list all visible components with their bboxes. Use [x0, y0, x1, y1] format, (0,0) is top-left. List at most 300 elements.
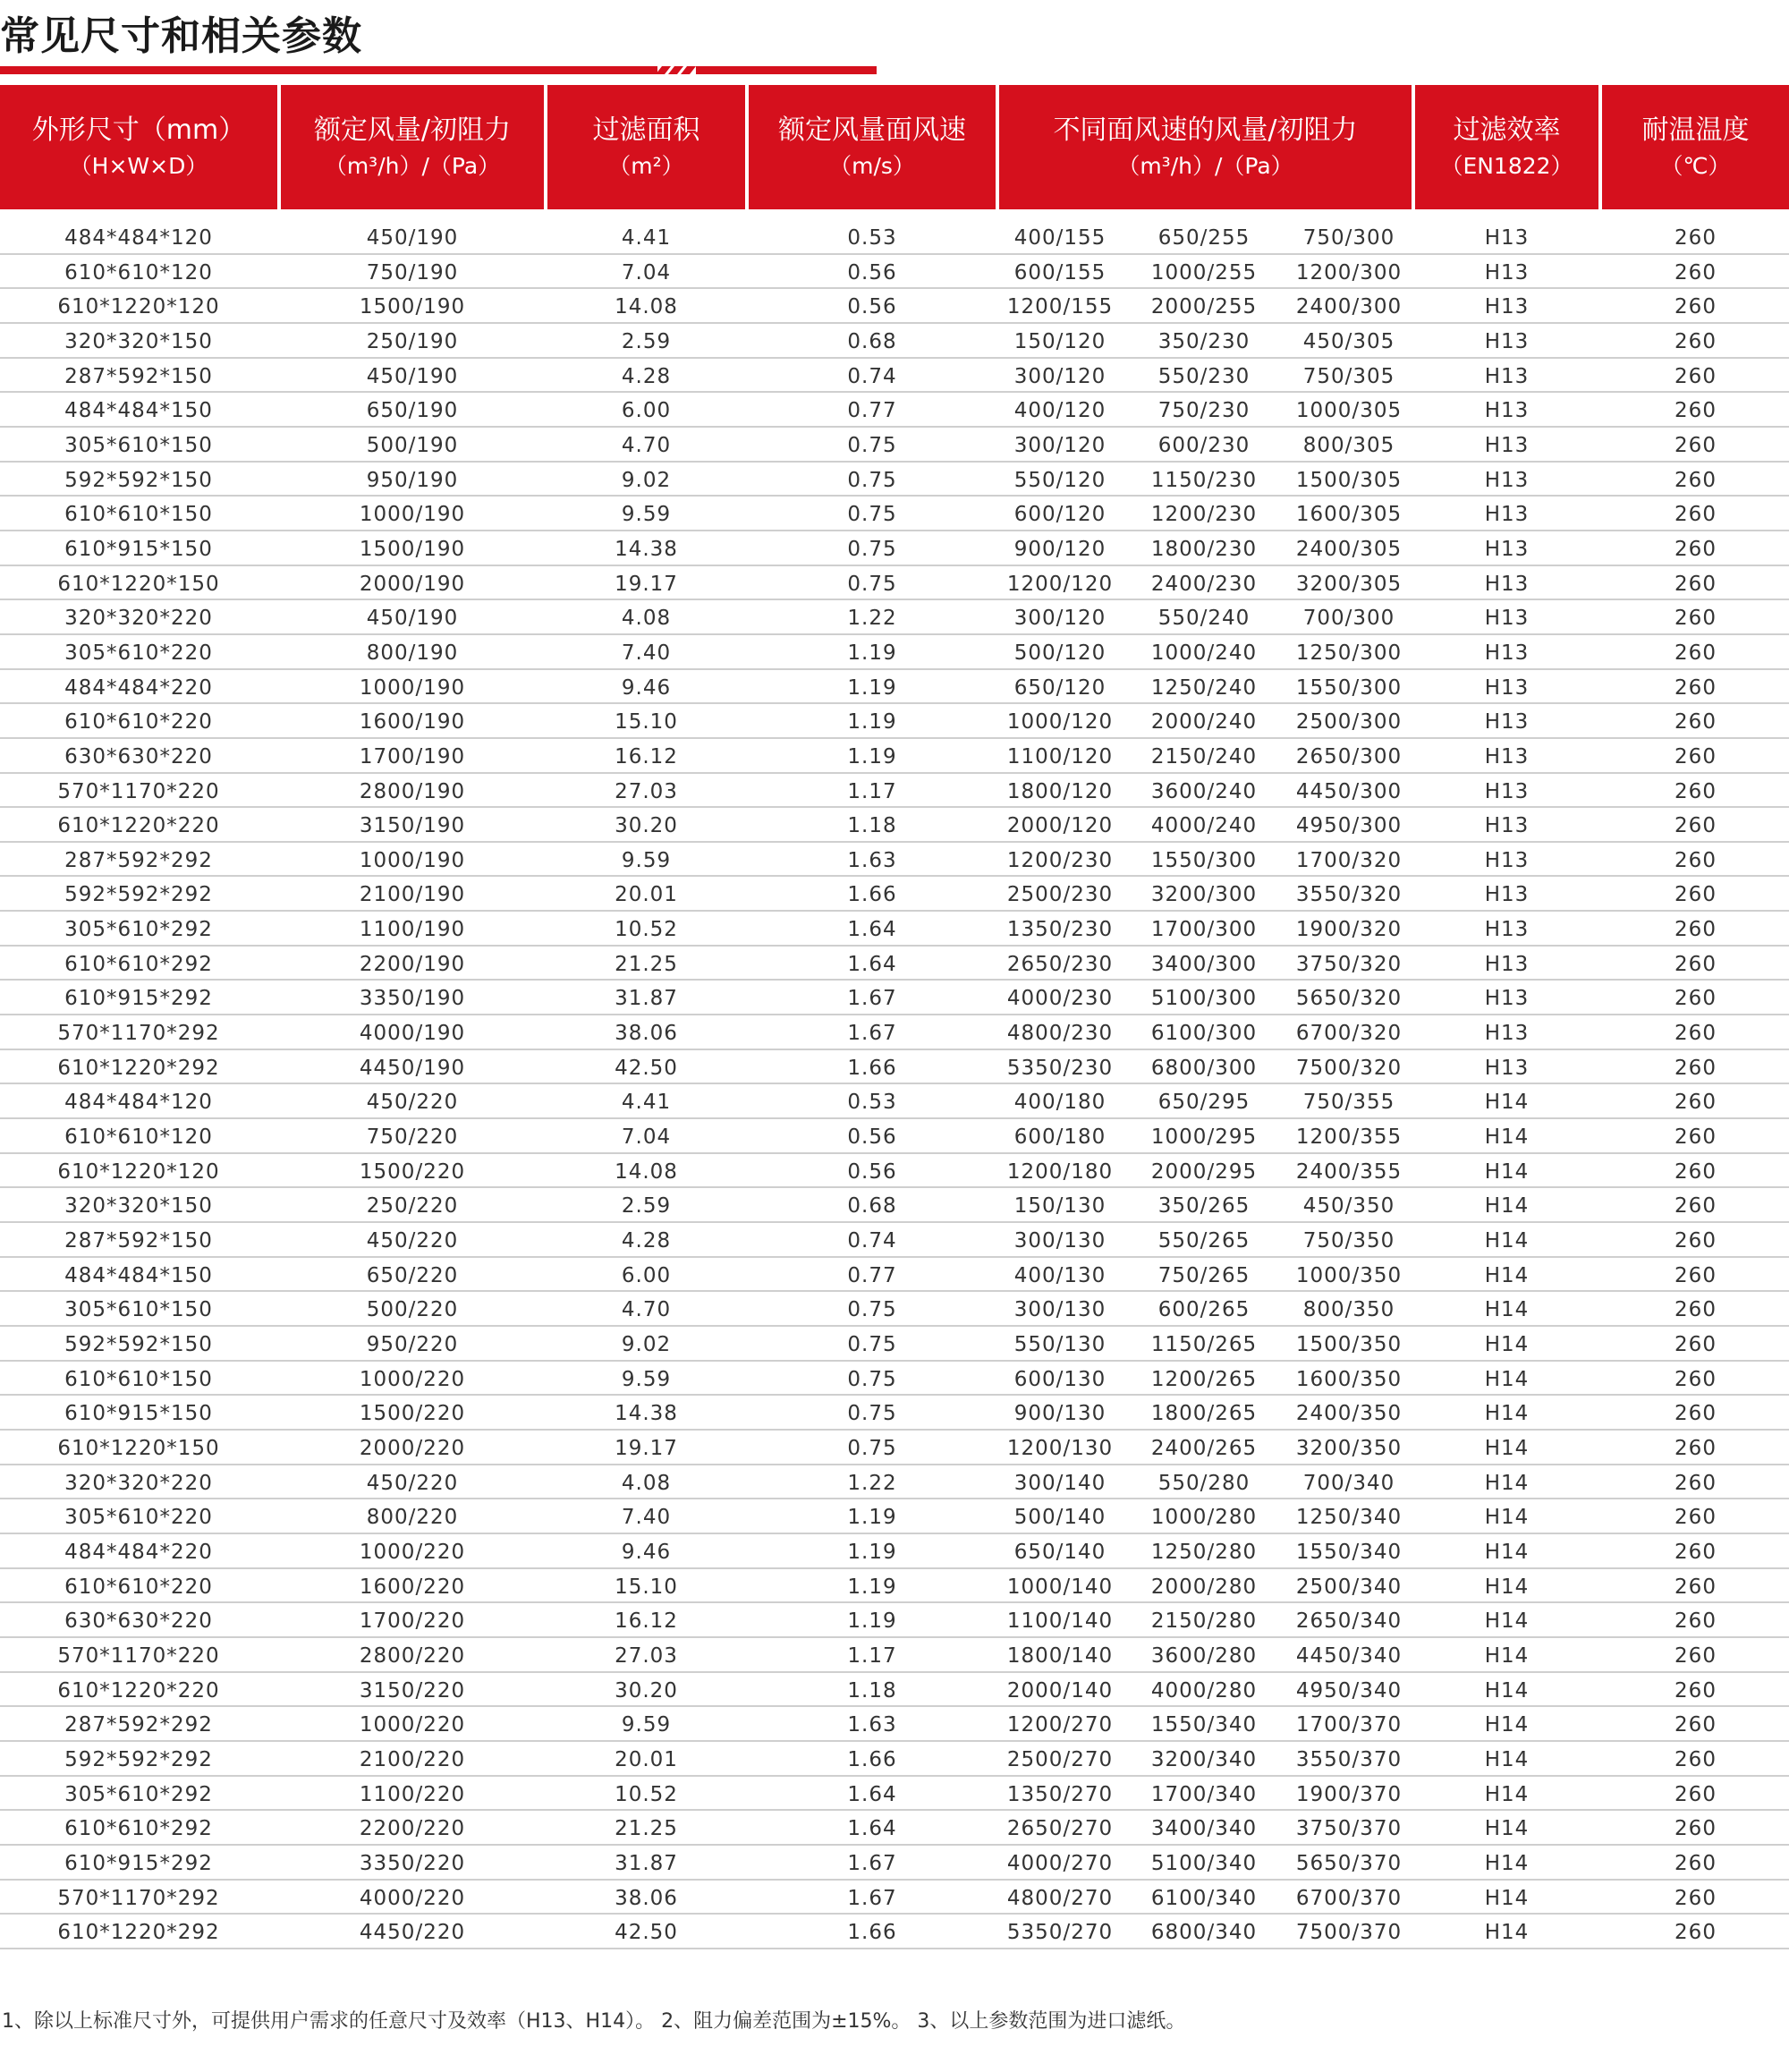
cell-efficiency: H14: [1484, 1575, 1530, 1599]
cell-temperature: 260: [1675, 1022, 1717, 1046]
cell-airflow-high: 4450/300: [1295, 779, 1403, 803]
cell-face-velocity: 0.74: [847, 1229, 897, 1253]
cell-airflow-mid: 6800/340: [1150, 1921, 1258, 1945]
cell-airflow-mid: 2150/280: [1150, 1609, 1258, 1634]
table-row: [0, 1292, 1789, 1327]
cell-efficiency: H13: [1484, 1056, 1530, 1080]
cell-temperature: 260: [1675, 1643, 1717, 1668]
cell-dimensions: 610*915*150: [64, 537, 213, 561]
header-rated-airflow-unit: （m³/h）/（Pa）: [324, 152, 501, 179]
cell-airflow-low: 500/140: [1013, 1506, 1106, 1530]
table-row: [0, 1707, 1789, 1742]
cell-dimensions: 610*610*220: [64, 710, 213, 735]
cell-airflow-mid: 3200/300: [1150, 883, 1258, 907]
cell-airflow-mid: 2000/255: [1150, 295, 1258, 319]
cell-airflow-low: 5350/230: [1006, 1056, 1114, 1080]
cell-rated-airflow: 4000/220: [359, 1886, 466, 1910]
cell-temperature: 260: [1675, 1263, 1717, 1287]
cell-face-velocity: 0.68: [847, 1194, 897, 1219]
cell-dimensions: 570*1170*220: [57, 779, 220, 803]
cell-face-velocity: 1.67: [847, 987, 897, 1011]
cell-temperature: 260: [1675, 433, 1717, 457]
cell-airflow-low: 1200/180: [1006, 1159, 1114, 1184]
cell-dimensions: 630*630*220: [64, 1609, 213, 1634]
cell-efficiency: H14: [1484, 1298, 1530, 1322]
cell-airflow-high: 1550/300: [1295, 675, 1403, 700]
header-filter-area-title: 过滤面积: [592, 114, 700, 146]
cell-rated-airflow: 1000/220: [359, 1540, 466, 1564]
cell-dimensions: 320*320*220: [64, 607, 213, 631]
table-row: [0, 1431, 1789, 1465]
cell-airflow-high: 4950/340: [1295, 1678, 1403, 1703]
cell-filter-area: 42.50: [615, 1056, 678, 1080]
cell-filter-area: 9.46: [621, 1540, 672, 1564]
cell-airflow-low: 1200/270: [1006, 1713, 1114, 1737]
cell-efficiency: H14: [1484, 1229, 1530, 1253]
cell-airflow-high: 3750/320: [1295, 952, 1403, 976]
cell-dimensions: 484*484*150: [64, 399, 213, 423]
cell-airflow-low: 5350/270: [1006, 1921, 1114, 1945]
cell-airflow-low: 400/130: [1013, 1263, 1106, 1287]
cell-rated-airflow: 250/190: [366, 329, 459, 353]
cell-face-velocity: 0.75: [847, 468, 897, 492]
cell-temperature: 260: [1675, 987, 1717, 1011]
cell-temperature: 260: [1675, 1159, 1717, 1184]
cell-face-velocity: 0.75: [847, 1367, 897, 1391]
cell-temperature: 260: [1675, 364, 1717, 388]
cell-airflow-high: 1250/340: [1295, 1506, 1403, 1530]
cell-filter-area: 9.59: [621, 1367, 672, 1391]
cell-filter-area: 4.28: [621, 1229, 672, 1253]
table-row: [0, 600, 1789, 635]
cell-dimensions: 610*1220*150: [57, 1436, 220, 1460]
table-row: [0, 566, 1789, 601]
cell-airflow-mid: 1150/230: [1150, 468, 1258, 492]
table-row: [0, 1534, 1789, 1569]
cell-temperature: 260: [1675, 1678, 1717, 1703]
cell-temperature: 260: [1675, 1367, 1717, 1391]
cell-dimensions: 610*1220*120: [57, 295, 220, 319]
cell-filter-area: 31.87: [615, 1851, 678, 1875]
cell-rated-airflow: 1100/190: [359, 918, 466, 942]
cell-rated-airflow: 2100/190: [359, 883, 466, 907]
cell-airflow-high: 800/305: [1302, 433, 1395, 457]
cell-efficiency: H14: [1484, 1506, 1530, 1530]
cell-rated-airflow: 450/190: [366, 607, 459, 631]
cell-temperature: 260: [1675, 1782, 1717, 1806]
cell-rated-airflow: 650/190: [366, 399, 459, 423]
cell-face-velocity: 0.75: [847, 1436, 897, 1460]
cell-face-velocity: 1.67: [847, 1886, 897, 1910]
header-temperature-title: 耐温温度: [1641, 114, 1750, 146]
cell-dimensions: 610*1220*292: [57, 1921, 220, 1945]
cell-airflow-mid: 1000/240: [1150, 641, 1258, 665]
table-row: [0, 1119, 1789, 1154]
cell-dimensions: 305*610*150: [64, 1298, 213, 1322]
table-row: [0, 1846, 1789, 1881]
cell-airflow-low: 1800/120: [1006, 779, 1114, 803]
table-row: [0, 704, 1789, 739]
table-row: [0, 1396, 1789, 1431]
cell-face-velocity: 0.53: [847, 226, 897, 250]
cell-filter-area: 31.87: [615, 987, 678, 1011]
cell-efficiency: H13: [1484, 952, 1530, 976]
cell-efficiency: H13: [1484, 537, 1530, 561]
table-row: [0, 1742, 1789, 1777]
header-face-velocity-title: 额定风量面风速: [778, 114, 966, 146]
header-filter-area-unit: （m²）: [608, 152, 684, 179]
cell-airflow-high: 1900/320: [1295, 918, 1403, 942]
cell-rated-airflow: 1700/220: [359, 1609, 466, 1634]
cell-airflow-high: 1200/355: [1295, 1125, 1403, 1150]
cell-airflow-mid: 1700/300: [1150, 918, 1258, 942]
cell-face-velocity: 0.74: [847, 364, 897, 388]
cell-efficiency: H14: [1484, 1747, 1530, 1771]
cell-temperature: 260: [1675, 1125, 1717, 1150]
cell-airflow-mid: 5100/340: [1150, 1851, 1258, 1875]
cell-rated-airflow: 2200/220: [359, 1817, 466, 1841]
cell-airflow-mid: 4000/240: [1150, 814, 1258, 838]
table-row: [0, 1015, 1789, 1050]
cell-airflow-high: 1600/350: [1295, 1367, 1403, 1391]
cell-airflow-high: 5650/320: [1295, 987, 1403, 1011]
cell-rated-airflow: 2000/220: [359, 1436, 466, 1460]
cell-airflow-high: 1900/370: [1295, 1782, 1403, 1806]
cell-efficiency: H13: [1484, 295, 1530, 319]
cell-dimensions: 610*610*292: [64, 952, 213, 976]
header-airflow-by-velocity-title: 不同面风速的风量/初阻力: [1053, 114, 1358, 146]
cell-airflow-high: 3200/350: [1295, 1436, 1403, 1460]
cell-rated-airflow: 4000/190: [359, 1022, 466, 1046]
cell-face-velocity: 0.56: [847, 1159, 897, 1184]
cell-airflow-mid: 750/230: [1157, 399, 1251, 423]
cell-dimensions: 610*1220*220: [57, 814, 220, 838]
cell-filter-area: 38.06: [615, 1886, 678, 1910]
cell-dimensions: 320*320*150: [64, 1194, 213, 1219]
cell-dimensions: 484*484*220: [64, 1540, 213, 1564]
table-row: [0, 1050, 1789, 1085]
cell-airflow-mid: 600/265: [1157, 1298, 1251, 1322]
table-row: [0, 1603, 1789, 1638]
cell-airflow-high: 2650/340: [1295, 1609, 1403, 1634]
cell-efficiency: H13: [1484, 607, 1530, 631]
cell-airflow-high: 1500/350: [1295, 1333, 1403, 1356]
cell-airflow-low: 4800/230: [1006, 1022, 1114, 1046]
cell-filter-area: 19.17: [615, 572, 678, 596]
cell-filter-area: 7.40: [621, 641, 672, 665]
cell-filter-area: 4.08: [621, 607, 672, 631]
cell-filter-area: 6.00: [621, 1263, 672, 1287]
cell-airflow-low: 600/155: [1013, 260, 1106, 284]
cell-face-velocity: 1.19: [847, 1540, 897, 1564]
cell-dimensions: 570*1170*292: [57, 1022, 220, 1046]
cell-airflow-mid: 1000/280: [1150, 1506, 1258, 1530]
cell-airflow-mid: 3400/300: [1150, 952, 1258, 976]
cell-temperature: 260: [1675, 572, 1717, 596]
cell-filter-area: 42.50: [615, 1921, 678, 1945]
table-row: [0, 1258, 1789, 1293]
cell-rated-airflow: 950/190: [366, 468, 459, 492]
cell-airflow-high: 1000/305: [1295, 399, 1403, 423]
cell-temperature: 260: [1675, 329, 1717, 353]
cell-filter-area: 4.08: [621, 1471, 672, 1495]
cell-airflow-low: 4000/230: [1006, 987, 1114, 1011]
cell-airflow-mid: 6100/300: [1150, 1022, 1258, 1046]
cell-rated-airflow: 750/190: [366, 260, 459, 284]
header-dimensions: [0, 85, 277, 209]
cell-face-velocity: 1.66: [847, 1056, 897, 1080]
cell-airflow-mid: 2400/265: [1150, 1436, 1258, 1460]
cell-temperature: 260: [1675, 537, 1717, 561]
cell-airflow-mid: 350/230: [1157, 329, 1251, 353]
cell-airflow-high: 2650/300: [1295, 744, 1403, 769]
cell-airflow-low: 550/120: [1013, 468, 1106, 492]
cell-airflow-low: 600/180: [1013, 1125, 1106, 1150]
cell-dimensions: 305*610*292: [64, 1782, 213, 1806]
cell-temperature: 260: [1675, 399, 1717, 423]
cell-rated-airflow: 800/190: [366, 641, 459, 665]
cell-filter-area: 21.25: [615, 952, 678, 976]
cell-face-velocity: 1.64: [847, 1782, 897, 1806]
cell-filter-area: 21.25: [615, 1817, 678, 1841]
cell-filter-area: 9.02: [621, 1333, 672, 1356]
cell-filter-area: 30.20: [615, 814, 678, 838]
cell-dimensions: 592*592*292: [64, 883, 213, 907]
cell-rated-airflow: 500/190: [366, 433, 459, 457]
cell-airflow-mid: 350/265: [1157, 1194, 1251, 1219]
cell-airflow-mid: 2150/240: [1150, 744, 1258, 769]
cell-efficiency: H14: [1484, 1921, 1530, 1945]
cell-airflow-low: 300/130: [1013, 1229, 1106, 1253]
cell-filter-area: 16.12: [615, 744, 678, 769]
cell-face-velocity: 1.18: [847, 814, 897, 838]
cell-face-velocity: 1.63: [847, 848, 897, 872]
cell-airflow-mid: 1000/255: [1150, 260, 1258, 284]
cell-temperature: 260: [1675, 1609, 1717, 1634]
cell-dimensions: 287*592*150: [64, 1229, 213, 1253]
header-airflow-by-velocity-unit: （m³/h）/（Pa）: [1117, 152, 1293, 179]
cell-filter-area: 30.20: [615, 1678, 678, 1703]
cell-face-velocity: 1.64: [847, 952, 897, 976]
table-row: [0, 947, 1789, 981]
cell-face-velocity: 0.75: [847, 1298, 897, 1322]
cell-rated-airflow: 1600/190: [359, 710, 466, 735]
cell-airflow-low: 150/120: [1013, 329, 1106, 353]
cell-filter-area: 2.59: [621, 1194, 672, 1219]
cell-temperature: 260: [1675, 779, 1717, 803]
cell-airflow-low: 1200/130: [1006, 1436, 1114, 1460]
cell-rated-airflow: 2800/220: [359, 1643, 466, 1668]
cell-rated-airflow: 3150/190: [359, 814, 466, 838]
cell-efficiency: H14: [1484, 1817, 1530, 1841]
cell-efficiency: H13: [1484, 814, 1530, 838]
cell-face-velocity: 1.17: [847, 779, 897, 803]
cell-temperature: 260: [1675, 848, 1717, 872]
cell-rated-airflow: 250/220: [366, 1194, 459, 1219]
cell-rated-airflow: 1700/190: [359, 744, 466, 769]
cell-dimensions: 610*915*292: [64, 1851, 213, 1875]
cell-airflow-low: 600/120: [1013, 503, 1106, 527]
cell-airflow-high: 1550/340: [1295, 1540, 1403, 1564]
table-row: [0, 1777, 1789, 1812]
cell-airflow-low: 1200/120: [1006, 572, 1114, 596]
cell-rated-airflow: 450/220: [366, 1229, 459, 1253]
cell-rated-airflow: 3150/220: [359, 1678, 466, 1703]
cell-face-velocity: 0.56: [847, 260, 897, 284]
cell-face-velocity: 1.19: [847, 1506, 897, 1530]
cell-face-velocity: 1.19: [847, 641, 897, 665]
cell-efficiency: H13: [1484, 1022, 1530, 1046]
cell-dimensions: 610*1220*120: [57, 1159, 220, 1184]
table-row: [0, 289, 1789, 324]
cell-dimensions: 610*1220*292: [57, 1056, 220, 1080]
cell-airflow-high: 1700/370: [1295, 1713, 1403, 1737]
cell-rated-airflow: 1000/190: [359, 503, 466, 527]
cell-airflow-high: 2400/350: [1295, 1402, 1403, 1426]
cell-airflow-high: 3750/370: [1295, 1817, 1403, 1841]
cell-airflow-high: 750/355: [1302, 1091, 1395, 1115]
cell-airflow-low: 2500/270: [1006, 1747, 1114, 1771]
table-row: [0, 1362, 1789, 1397]
cell-airflow-mid: 6800/300: [1150, 1056, 1258, 1080]
cell-face-velocity: 1.17: [847, 1643, 897, 1668]
footnotes: 1、除以上标准尺寸外，可提供用户需求的任意尺寸及效率（H13、H14）。 2、阻力偏差范围为±15%。 3、以上参数范围为进口滤纸。: [2, 2010, 1186, 2033]
cell-temperature: 260: [1675, 814, 1717, 838]
cell-airflow-low: 1000/120: [1006, 710, 1114, 735]
cell-airflow-mid: 3600/240: [1150, 779, 1258, 803]
cell-airflow-mid: 3600/280: [1150, 1643, 1258, 1668]
cell-face-velocity: 1.19: [847, 710, 897, 735]
table-row: [0, 1881, 1789, 1915]
cell-rated-airflow: 1000/220: [359, 1367, 466, 1391]
cell-airflow-mid: 550/240: [1157, 607, 1251, 631]
cell-face-velocity: 1.19: [847, 675, 897, 700]
table-row: [0, 912, 1789, 947]
cell-efficiency: H13: [1484, 675, 1530, 700]
cell-filter-area: 16.12: [615, 1609, 678, 1634]
cell-airflow-high: 2500/340: [1295, 1575, 1403, 1599]
cell-airflow-low: 300/130: [1013, 1298, 1106, 1322]
cell-airflow-low: 300/120: [1013, 607, 1106, 631]
cell-efficiency: H14: [1484, 1125, 1530, 1150]
cell-airflow-high: 6700/370: [1295, 1886, 1403, 1910]
cell-dimensions: 287*592*292: [64, 848, 213, 872]
cell-temperature: 260: [1675, 1506, 1717, 1530]
cell-dimensions: 610*915*150: [64, 1402, 213, 1426]
cell-dimensions: 484*484*220: [64, 675, 213, 700]
cell-temperature: 260: [1675, 1471, 1717, 1495]
table-row: [0, 1188, 1789, 1223]
cell-airflow-low: 300/140: [1013, 1471, 1106, 1495]
cell-temperature: 260: [1675, 952, 1717, 976]
cell-efficiency: H14: [1484, 1159, 1530, 1184]
cell-dimensions: 287*592*150: [64, 364, 213, 388]
cell-airflow-low: 500/120: [1013, 641, 1106, 665]
cell-dimensions: 610*610*220: [64, 1575, 213, 1599]
cell-temperature: 260: [1675, 607, 1717, 631]
table-row: [0, 220, 1789, 255]
cell-filter-area: 10.52: [615, 918, 678, 942]
cell-temperature: 260: [1675, 1229, 1717, 1253]
cell-face-velocity: 1.66: [847, 883, 897, 907]
cell-airflow-high: 7500/370: [1295, 1921, 1403, 1945]
cell-rated-airflow: 750/220: [366, 1125, 459, 1150]
cell-face-velocity: 0.75: [847, 572, 897, 596]
cell-temperature: 260: [1675, 1921, 1717, 1945]
cell-airflow-low: 1350/270: [1006, 1782, 1114, 1806]
cell-airflow-high: 2400/300: [1295, 295, 1403, 319]
cell-filter-area: 2.59: [621, 329, 672, 353]
cell-dimensions: 320*320*150: [64, 329, 213, 353]
cell-airflow-low: 600/130: [1013, 1367, 1106, 1391]
cell-airflow-mid: 1200/230: [1150, 503, 1258, 527]
cell-efficiency: H13: [1484, 641, 1530, 665]
table-body: [0, 220, 1789, 1949]
table-row: [0, 497, 1789, 531]
cell-filter-area: 4.41: [621, 226, 672, 250]
cell-temperature: 260: [1675, 1575, 1717, 1599]
cell-filter-area: 4.70: [621, 1298, 672, 1322]
table-row: [0, 1465, 1789, 1500]
cell-efficiency: H13: [1484, 779, 1530, 803]
table-row: [0, 428, 1789, 463]
cell-airflow-low: 300/120: [1013, 433, 1106, 457]
cell-airflow-mid: 1200/265: [1150, 1367, 1258, 1391]
cell-efficiency: H13: [1484, 744, 1530, 769]
table-row: [0, 1084, 1789, 1119]
cell-face-velocity: 0.75: [847, 537, 897, 561]
cell-rated-airflow: 1500/220: [359, 1402, 466, 1426]
table-row: [0, 877, 1789, 912]
cell-face-velocity: 1.66: [847, 1747, 897, 1771]
header-rated-airflow-title: 额定风量/初阻力: [313, 114, 512, 146]
cell-face-velocity: 1.18: [847, 1678, 897, 1703]
cell-dimensions: 610*1220*150: [57, 572, 220, 596]
table-row: [0, 359, 1789, 394]
cell-airflow-high: 700/300: [1302, 607, 1395, 631]
cell-efficiency: H14: [1484, 1713, 1530, 1737]
cell-filter-area: 9.59: [621, 1713, 672, 1737]
header-efficiency-unit: （EN1822）: [1440, 152, 1573, 179]
cell-temperature: 260: [1675, 295, 1717, 319]
header-temperature: [1602, 85, 1789, 209]
cell-airflow-mid: 1150/265: [1150, 1333, 1258, 1356]
header-face-velocity: [749, 85, 996, 209]
cell-rated-airflow: 450/220: [366, 1091, 459, 1115]
cell-face-velocity: 1.64: [847, 1817, 897, 1841]
cell-airflow-mid: 1550/300: [1150, 848, 1258, 872]
cell-airflow-mid: 3200/340: [1150, 1747, 1258, 1771]
cell-temperature: 260: [1675, 1333, 1717, 1356]
cell-rated-airflow: 1000/190: [359, 848, 466, 872]
cell-airflow-mid: 1250/280: [1150, 1540, 1258, 1564]
cell-airflow-high: 7500/320: [1295, 1056, 1403, 1080]
cell-airflow-low: 400/120: [1013, 399, 1106, 423]
cell-dimensions: 592*592*150: [64, 468, 213, 492]
table-row: [0, 324, 1789, 359]
cell-efficiency: H14: [1484, 1643, 1530, 1668]
cell-efficiency: H13: [1484, 433, 1530, 457]
cell-filter-area: 4.41: [621, 1091, 672, 1115]
cell-airflow-high: 1250/300: [1295, 641, 1403, 665]
cell-temperature: 260: [1675, 1817, 1717, 1841]
table-row: [0, 1673, 1789, 1708]
cell-airflow-mid: 600/230: [1157, 433, 1251, 457]
cell-efficiency: H13: [1484, 329, 1530, 353]
cell-rated-airflow: 2100/220: [359, 1747, 466, 1771]
cell-dimensions: 320*320*220: [64, 1471, 213, 1495]
cell-airflow-low: 2000/140: [1006, 1678, 1114, 1703]
